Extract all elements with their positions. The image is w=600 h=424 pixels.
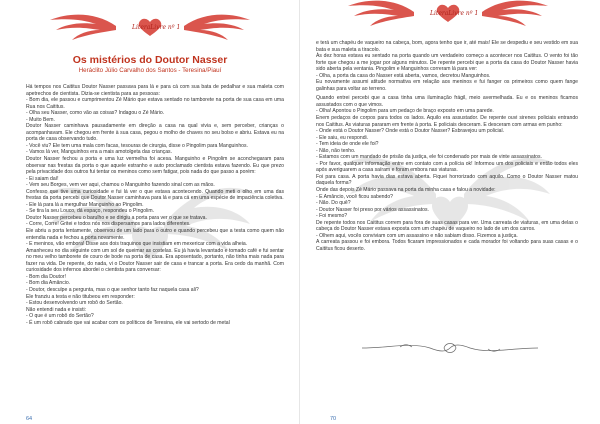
page-number: 64 [26,416,33,422]
paragraph: - Estou desenvolvendo um robô do Sertão. [26,300,123,307]
paragraph: Há tempos nos Caititus Doutor Nasser passava para lá e para cá com sua bata de pedalhar e sua maleta com apetrechos de cientista. Dizia-se cientista para as pessoas: [26,84,284,97]
paragraph: Confesso que tive uma curiosidade e fui lá ver o que estava acontecendo. Quando meti o olho em uma das frestas da porta percebi que Doutor Nasser caminhava para lá e para cá em uma espécie de impaciência coletiva. [26,188,284,202]
paragraph: - Estamos com um mandado de prisão da justiça, ele foi condenado por mais de vinte assassinatos. [316,154,542,161]
paragraph: Ele abriu a porta lentamente, observou de um lado para o outro e quando percebeu que a testa como quem não entendia nada e fechou a porta novamente. [26,228,284,241]
paragraph: Doutor Nasser fechou a porta e uma luz vermelha foi acesa. Manguinho e Pingolim se aconchegaram para observar nas frestas da porta o que aquele estranho e auto proclamado cientista estava fazendo. Eu que prezo pela privacidade dos outros fui tentar os meninos como sem fatigar, pois nada do que passo a porém: [26,156,284,176]
paragraph: - Tem ideia de onde ele foi? [316,141,379,148]
paragraph: Eu novamente assumi atitude normativa em relação aos meninos e fui fanger os primeiros como quem fange galinhas para voltar ao terreno. [316,79,578,92]
paragraph: - Se tira la seu Louco, dá espaço, respondeu o Pingolim. [26,208,154,215]
header-brand: LiteraLivre nº 1 [430,10,479,17]
paragraph: - Bom dia Amâncio. [26,280,71,287]
paragraph: - Não, não tenho. [316,147,356,154]
paragraph: Doutor Nasser percebeu o barulho e se dirigiu a porta para ver o que se tratava. [26,214,207,221]
paragraph: - Não. Do quê? [316,200,351,207]
paragraph: De repente todos nos Caititus correm para fora de suas casas para ver. Uma carreata de viaturas, em uma delas o cabeça do Doutor Nasser estava exposta com um chapéu de vaqueiro no lado de um dos carros. [316,219,578,233]
paragraph: - Por favor, qualquer informação entre em contato com a polícia ok! Informou um dos policiais e então todos eles após averiguarem a casa saíram e foram embora nas viaturas. [316,160,578,174]
paragraph: - Vamos lá ver, Manguinhos era a mais amotolgeta das crianças. [26,149,172,156]
paragraph: Doutor Nasser caminhava pausadamente em direção a casa na qual vivia e, sem perceber, crianças o acompanhavam. Ele chegou em frente à sua casa, pegou o molho de chaves no seu bolso e abriu. Estava eu na porta de casa observando tudo. [26,123,284,143]
paragraph: - Muito Bem. [26,116,55,123]
article-byline: Heráclito Júlio Carvalho dos Santos - Teresina/Piauí [78,67,222,74]
paragraph: - Olha, a porta da casa do Nasser está aberta, vamos, decretou Manguinhos. [316,72,491,79]
paragraph: - Olha seu Nasser, como vão as coisas? Indagou o Zé Mário. [26,110,165,117]
paragraph: Foi para casa. A porta havia dias estava aberta. Fiquei horrorizado com aquilo. Como o Doutor Nasser matou daquela forma? [316,173,578,187]
ornamental-divider [360,338,540,358]
paragraph: - Olhem aqui, vocês conviviam com um assassino e não sabiam disso. Fizemos a justiça. [316,232,518,239]
article-body [316,40,578,253]
page-number: 70 [330,416,337,422]
article-body [26,84,284,326]
paragraph: - Bom dia Doutor! [26,273,66,280]
paragraph: - Onde está o Doutor Nasser? Onde está o Doutor Nasser? Esbravejou um policial. [316,128,504,135]
paragraph: Amanheceu no dia seguinte com um sol de queimar as costelas. Eu já havia levantado e tomado café e fui sentar no meu velho tamborete de couro de bode na porta de casa. Era aposentado, portanto, não tinha mais nada para fazer na vida. De repente, do nada, vi o Doutor Nasser sair de casa e trancar a porta. Era cedo da manhã. Com curiosidade dos infernos abordei o cientista para conversar: [26,247,284,274]
paragraph: - E meninos, vão embora! Disse aos dois traquinos que insistiam em mexericar com a vida alheia. [26,241,248,248]
paragraph: - O que é um robô do Sertão? [26,313,94,320]
paragraph: - Você viu? Ele tem uma mala com facas, tesouras de cirurgia, disse o Pingolim para Manguinhos. [26,142,248,149]
paragraph: Quando entrei percebi que a casa tinha uma iluminação frágil, meio avermelhada. Eu e os meninos ficamos assustados com o que vimos. [316,95,578,108]
paragraph: Às dez horas estava eu sentado na porta quando um verdadeiro começo a acontecer nos Caititus. O vento foi tão forte que chegou a me jogar por alguns minutos. De repente percebi que a porta da casa do Doutor Nasser havia sido aberta pela ventania. Pingolim e Manguinhos correram lá para ver: [316,53,578,73]
paragraph: - Doutor Nasser foi preso por vários assassinatos. [316,206,429,213]
paragraph: Onde das depois Zé Mário passava na porta da minha casa e falou a novidade: [316,187,496,194]
paragraph: e terá um chapéu de vaqueiro na cabeça, bom, agora tenho que ir, até mais! Ele se despediu e seu vestido em sua bata e sua maleta a tiracolo. [316,40,578,53]
page-header [0,6,300,46]
paragraph: A carreata passou e foi embora. Todos ficaram impressionados e cada morador foi voltando para suas casas e o Caititus ficou deserto. [316,239,578,252]
paragraph: Enem pedaços de corpos para todos os lados. Aquilo era assustador. De repente ouvi sirenes policiais entrando nos Caititus. As viaturas pararam em frente à porta. E policiais desceram. E desceram com armas em punho: [316,115,578,128]
paragraph: - Ele saiu, eu respondi. [316,134,369,141]
page-header [300,0,600,32]
right-page [300,0,600,424]
paragraph: - Ele lá para lá a mergulhar Manguinho ao Pingolim. [26,201,144,208]
paragraph: - Doutor, desculpe a pergunta, mas o que senhor tanto faz naquela casa ali? [26,286,199,293]
paragraph: - E Amâncio, você ficou sabendo? [316,193,394,200]
paragraph: Não entendi nada e insisti: [26,306,87,313]
paragraph: Ele franziu a testa e não titubeou em responder: [26,293,135,300]
paragraph: - Ei saiam daí! [26,175,59,182]
paragraph: - Olha! Apontou o Pingolim para um pedaço de braço exposto em uma parede. [316,108,494,115]
paragraph: - Vem seu Borges, vem ver aqui, chamou o Manguinho fazendo sinal com as mãos. [26,182,215,189]
header-brand: LiteraLivre nº 1 [132,24,181,31]
paragraph: - Foi mesmo? [316,213,348,220]
article-title: Os mistérios do Doutor Nasser [72,54,228,66]
paragraph: - Corre, Corre! Gritei e todos nós nos dispersamos para lados diferentes. [26,221,191,228]
paragraph: - É um robô cabrado que vai acabar com os políticos de Teresina, ele vai sertodo de metal [26,319,230,326]
paragraph: - Bom dia, ele passou e cumprimentou Zé Mário que estava sentado no tamborete na porta de sua casa em uma Rua nos Caititus. [26,97,284,110]
